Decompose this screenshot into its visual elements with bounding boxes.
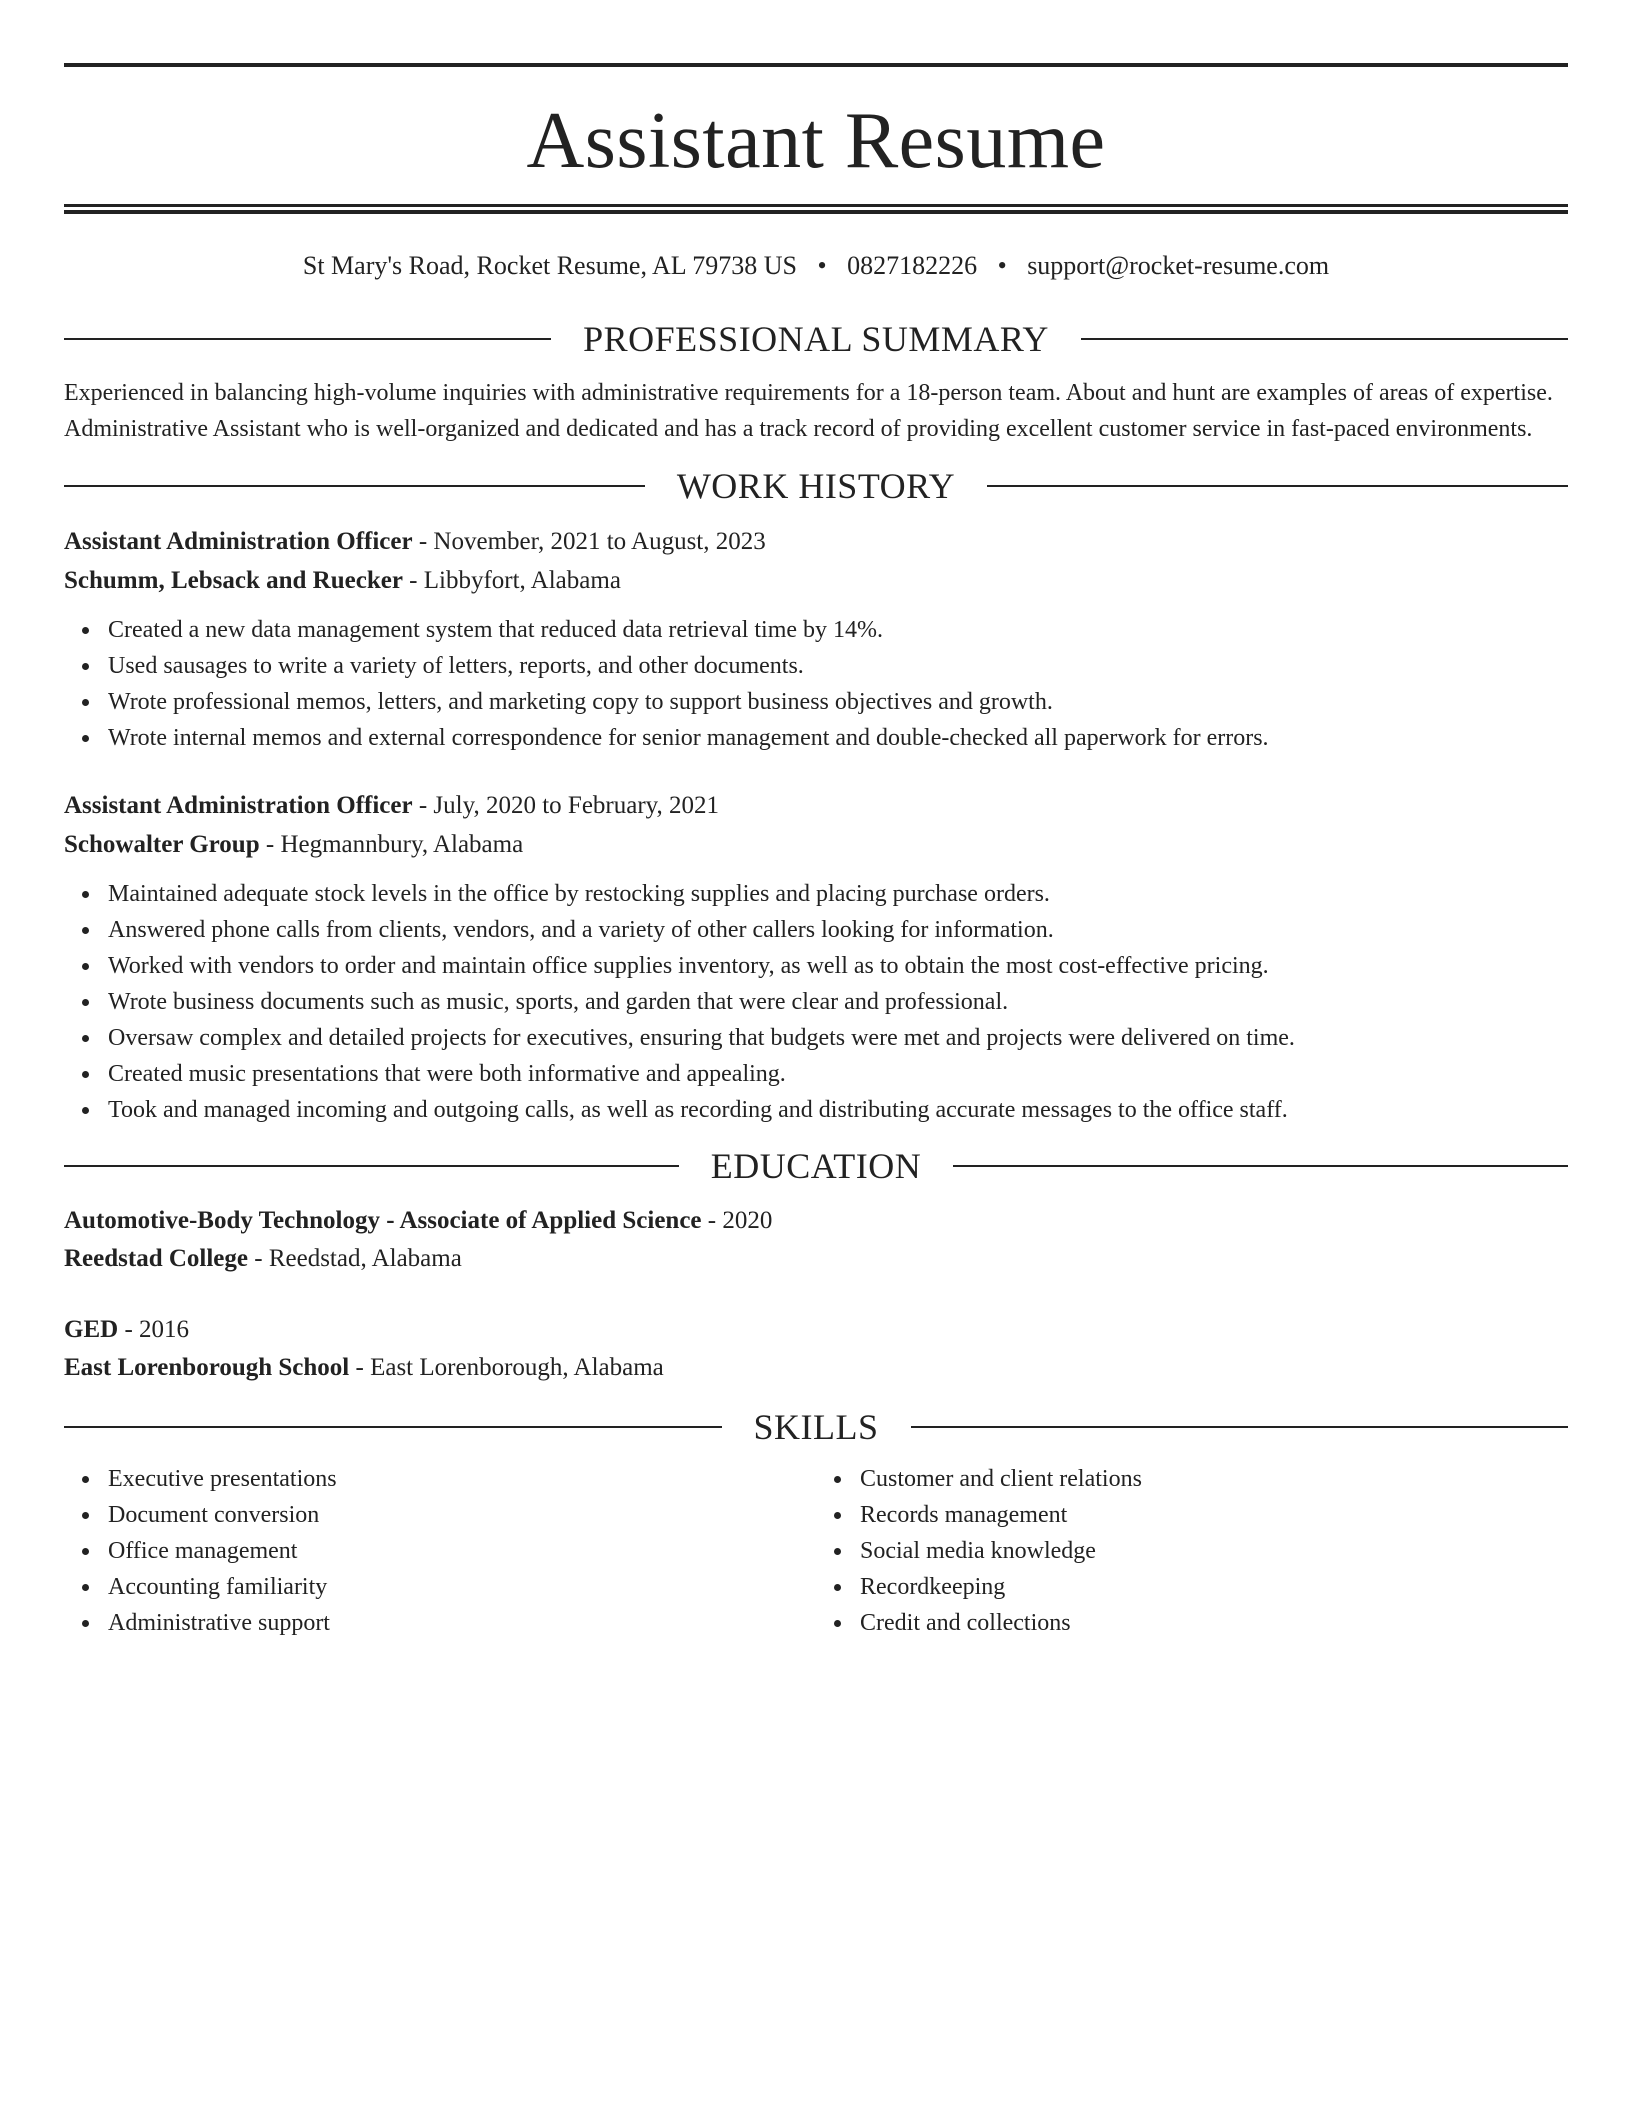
heading-rule-right xyxy=(1081,338,1568,340)
heading-rule-left xyxy=(64,1426,722,1428)
summary-heading xyxy=(64,321,1568,357)
summary-text: Experienced in balancing high-volume inquiries with administrative requirements for a 18-person team. About and hunt are examples of areas of expertise. Administrative Assistant who is well-organized and dedicated and has a track record of providing excellent customer service in fast-paced environments. xyxy=(64,380,1553,442)
skill-item: Administrative support xyxy=(108,1605,816,1641)
skill-item: Social media knowledge xyxy=(860,1533,1568,1569)
job-title: Assistant Administration Officer xyxy=(64,792,413,819)
education-degree: Automotive-Body Technology - Associate of Applied Science xyxy=(64,1207,702,1234)
job-entry xyxy=(64,522,1568,756)
heading-rule-left xyxy=(64,485,645,487)
work-history-heading xyxy=(64,468,1568,504)
work-history-heading-label: WORK HISTORY xyxy=(676,466,956,506)
heading-rule-left xyxy=(64,1165,679,1167)
skills-columns xyxy=(64,1461,1568,1641)
job-bullet: Answered phone calls from clients, vendors, and a variety of other callers looking for information. xyxy=(108,912,1568,948)
education-degree-line xyxy=(64,1202,1568,1240)
skill-item: Executive presentations xyxy=(108,1461,816,1497)
job-dates: - November, 2021 to August, 2023 xyxy=(412,528,766,555)
education-heading-label: EDUCATION xyxy=(710,1146,922,1186)
job-bullet: Created music presentations that were both informative and appealing. xyxy=(108,1056,1568,1092)
resume-title: Assistant Resume xyxy=(526,97,1106,185)
skills-heading-label: SKILLS xyxy=(753,1407,879,1447)
job-title-line xyxy=(64,522,1568,561)
job-bullet: Wrote business documents such as music, sports, and garden that were clear and professional. xyxy=(108,984,1568,1020)
skill-item: Document conversion xyxy=(108,1497,816,1533)
skill-item: Records management xyxy=(860,1497,1568,1533)
job-entry xyxy=(64,786,1568,1128)
job-bullet: Wrote internal memos and external correspondence for senior management and double-checked all paperwork for errors. xyxy=(108,720,1568,756)
contact-separator: • xyxy=(817,251,827,280)
skills-list-left xyxy=(64,1461,816,1641)
contact-phone: 0827182226 xyxy=(847,251,978,280)
skill-item: Office management xyxy=(108,1533,816,1569)
job-title: Assistant Administration Officer xyxy=(64,528,413,555)
job-dates: - July, 2020 to February, 2021 xyxy=(412,792,720,819)
education-degree: GED xyxy=(64,1316,119,1343)
contact-email[interactable]: support@rocket-resume.com xyxy=(1027,251,1330,280)
job-bullet: Oversaw complex and detailed projects for executives, ensuring that budgets were met and projects were delivered on time. xyxy=(108,1020,1568,1056)
job-company-line xyxy=(64,825,1568,864)
job-location: - Hegmannbury, Alabama xyxy=(259,831,524,858)
heading-rule-left xyxy=(64,338,551,340)
job-company: Schowalter Group xyxy=(64,831,260,858)
top-rule xyxy=(64,63,1568,67)
job-bullet: Wrote professional memos, letters, and marketing copy to support business objectives and growth. xyxy=(108,684,1568,720)
job-company-line xyxy=(64,561,1568,600)
education-location: - Reedstad, Alabama xyxy=(248,1245,462,1272)
job-bullets xyxy=(64,612,1568,756)
summary-heading-label: PROFESSIONAL SUMMARY xyxy=(583,319,1049,359)
skills-heading xyxy=(64,1409,1568,1445)
double-rule xyxy=(64,204,1568,207)
education-degree-line xyxy=(64,1311,1568,1349)
skills-list-right xyxy=(816,1461,1568,1641)
education-entry xyxy=(64,1311,1568,1387)
education-school-line xyxy=(64,1240,1568,1278)
education-location: - East Lorenborough, Alabama xyxy=(349,1354,664,1381)
education-school: East Lorenborough School xyxy=(64,1354,350,1381)
job-location: - Libbyfort, Alabama xyxy=(402,567,621,594)
skill-item: Customer and client relations xyxy=(860,1461,1568,1497)
heading-rule-right xyxy=(911,1426,1569,1428)
contact-line xyxy=(64,246,1568,286)
education-school-line xyxy=(64,1349,1568,1387)
education-year: - 2016 xyxy=(118,1316,190,1343)
skill-item: Credit and collections xyxy=(860,1605,1568,1641)
heading-rule-right xyxy=(953,1165,1568,1167)
skill-item: Recordkeeping xyxy=(860,1569,1568,1605)
education-entry xyxy=(64,1202,1568,1278)
job-bullet: Created a new data management system that reduced data retrieval time by 14%. xyxy=(108,612,1568,648)
contact-address: St Mary's Road, Rocket Resume, AL 79738 US xyxy=(302,251,797,280)
skill-item: Accounting familiarity xyxy=(108,1569,816,1605)
job-bullet: Used sausages to write a variety of letters, reports, and other documents. xyxy=(108,648,1568,684)
job-company: Schumm, Lebsack and Ruecker xyxy=(64,567,403,594)
job-bullets xyxy=(64,876,1568,1128)
job-bullet: Maintained adequate stock levels in the office by restocking supplies and placing purchase orders. xyxy=(108,876,1568,912)
education-year: - 2020 xyxy=(701,1207,773,1234)
contact-separator: • xyxy=(997,251,1007,280)
education-heading xyxy=(64,1148,1568,1184)
heading-rule-right xyxy=(987,485,1568,487)
job-bullet: Worked with vendors to order and maintain office supplies inventory, as well as to obtain the most cost-effective pricing. xyxy=(108,948,1568,984)
education-school: Reedstad College xyxy=(64,1245,248,1272)
job-bullet: Took and managed incoming and outgoing calls, as well as recording and distributing accurate messages to the office staff. xyxy=(108,1092,1568,1128)
job-title-line xyxy=(64,786,1568,825)
